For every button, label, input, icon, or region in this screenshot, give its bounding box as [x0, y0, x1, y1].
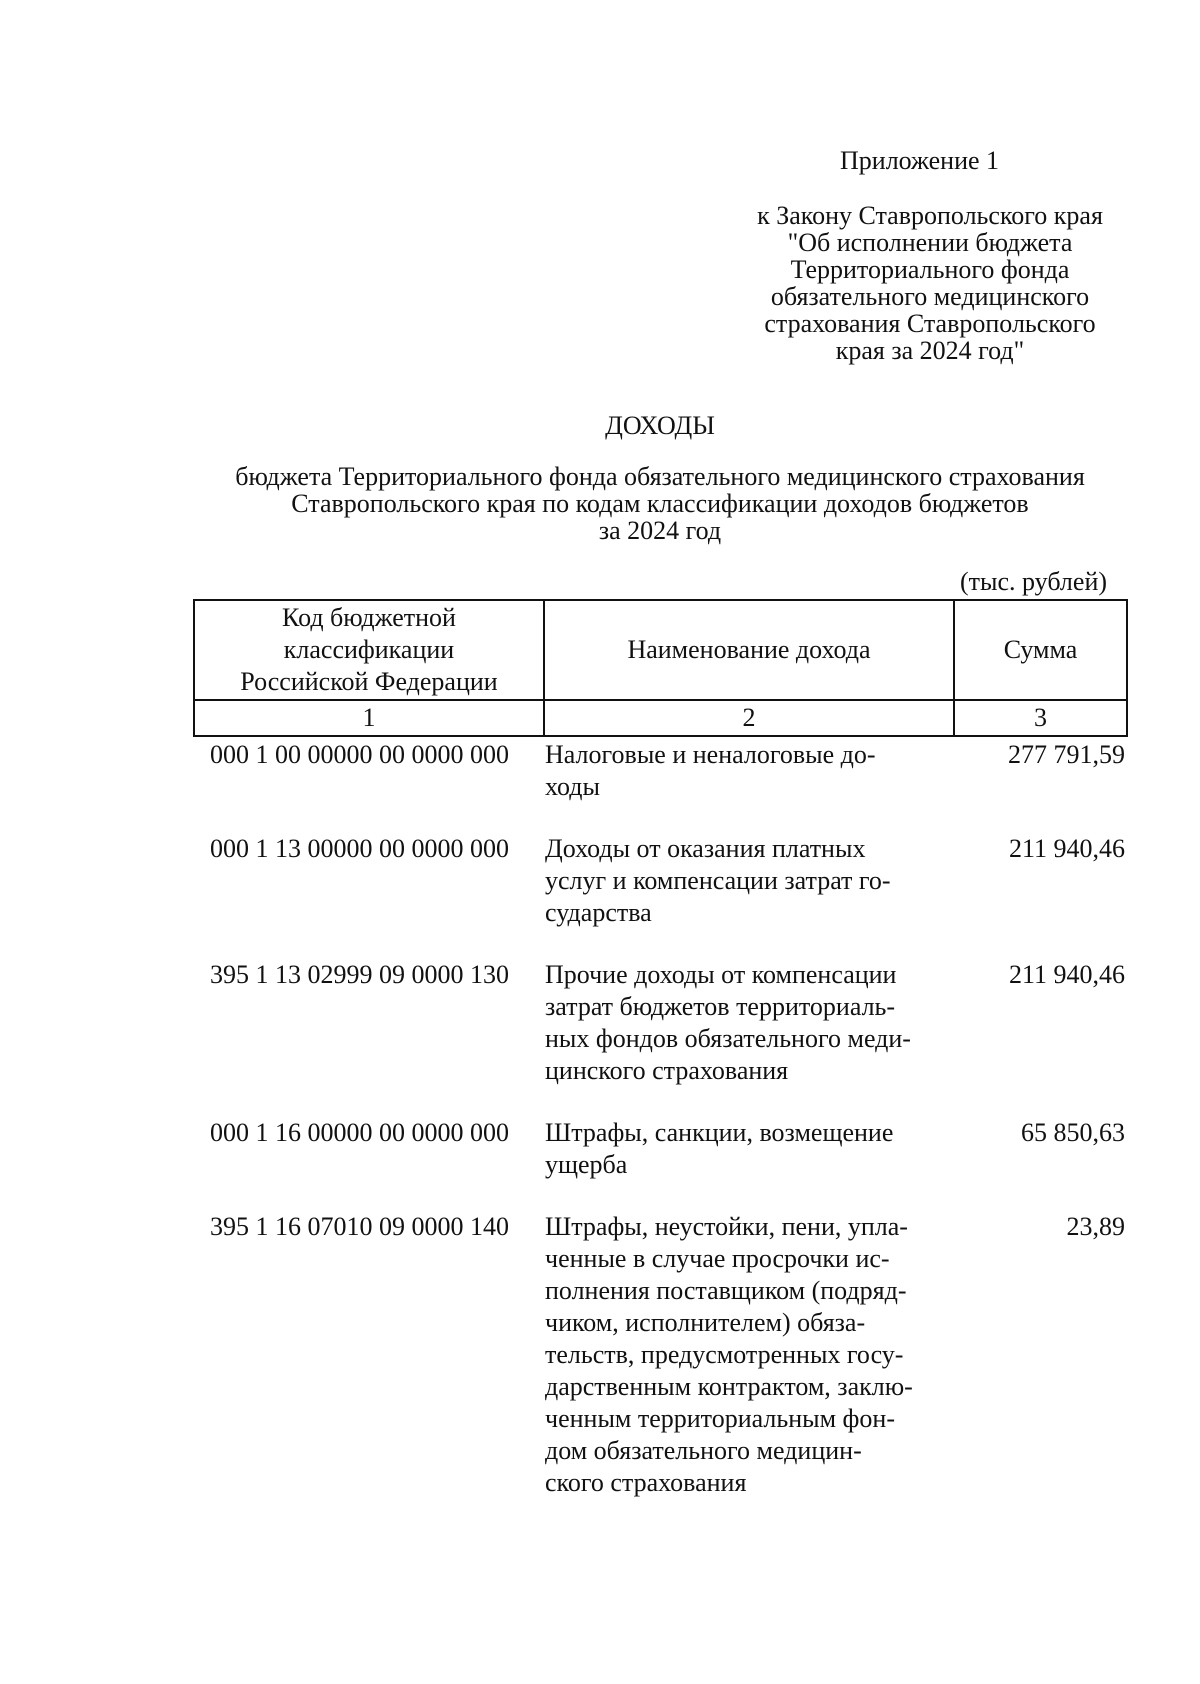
- income-name: [544, 1209, 954, 1499]
- appendix-law-line: Территориального фонда: [790, 255, 1070, 284]
- income-name-line: услуг и компенсации затрат го-: [545, 866, 891, 895]
- income-name: [544, 957, 954, 1087]
- income-name-line: ченные в случае просрочки ис-: [545, 1244, 890, 1273]
- income-name-line: ущерба: [545, 1150, 628, 1179]
- income-name-line: Прочие доходы от компенсации: [545, 960, 897, 989]
- income-name-line: ского страхования: [545, 1468, 747, 1497]
- table-row: [194, 831, 1127, 929]
- units-label: (тыс. рублей): [960, 567, 1108, 596]
- row-spacer: [194, 929, 1127, 957]
- row-spacer: [194, 803, 1127, 831]
- income-code: 000 1 16 00000 00 0000 000: [210, 1118, 509, 1147]
- income-table: [193, 599, 1128, 1499]
- row-spacer-cell: [194, 1181, 1127, 1209]
- appendix-law-line: края за 2024 год": [835, 336, 1025, 365]
- income-name-line: ных фондов обязательного меди-: [545, 1024, 911, 1053]
- income-name-line: дом обязательного медицин-: [545, 1436, 862, 1465]
- income-sum: 23,89: [1066, 1212, 1125, 1241]
- column-number: 1: [194, 700, 544, 736]
- row-spacer-cell: [194, 929, 1127, 957]
- appendix-law-line: страхования Ставропольского: [764, 309, 1096, 338]
- table-body: [194, 736, 1127, 1499]
- income-name-line: тельств, предусмотренных госу-: [545, 1340, 904, 1369]
- income-name-line: Доходы от оказания платных: [545, 834, 866, 863]
- income-code: 395 1 13 02999 09 0000 130: [210, 960, 509, 989]
- income-sum: 211 940,46: [1008, 960, 1125, 989]
- income-name-line: ходы: [545, 772, 600, 801]
- income-sum: 211 940,46: [1008, 834, 1125, 863]
- row-spacer: [194, 1087, 1127, 1115]
- income-name-line: цинского страхования: [545, 1056, 789, 1085]
- income-name-line: Штрафы, санкции, возмещение: [545, 1118, 894, 1147]
- income-code: 000 1 13 00000 00 0000 000: [210, 834, 509, 863]
- income-code: 395 1 16 07010 09 0000 140: [210, 1212, 509, 1241]
- income-name-line: затрат бюджетов территориаль-: [545, 992, 896, 1021]
- column-number: 3: [954, 700, 1127, 736]
- header-code-line: Российской Федерации: [240, 667, 498, 696]
- document-title: ДОХОДЫ: [605, 411, 715, 440]
- income-name-line: полнения поставщиком (подряд-: [545, 1276, 907, 1305]
- subtitle-line: Ставропольского края по кодам классификации доходов бюджетов: [291, 489, 1029, 518]
- income-name-line: дарственным контрактом, заклю-: [545, 1372, 913, 1401]
- header-name: Наименование дохода: [544, 600, 954, 700]
- subtitle-line: за 2024 год: [598, 516, 722, 545]
- column-number: 2: [544, 700, 954, 736]
- income-name: [544, 736, 954, 803]
- appendix-law-line: "Об исполнении бюджета: [787, 228, 1073, 257]
- row-spacer-cell: [194, 803, 1127, 831]
- row-spacer: [194, 1181, 1127, 1209]
- income-code: 000 1 00 00000 00 0000 000: [210, 740, 509, 769]
- table-row: [194, 1209, 1127, 1499]
- header-code-line: классификации: [283, 635, 455, 664]
- row-spacer-cell: [194, 1087, 1127, 1115]
- subtitle-line: бюджета Территориального фонда обязательного медицинского страхования: [235, 462, 1085, 491]
- income-sum: 277 791,59: [1008, 740, 1125, 769]
- document-subtitle: [195, 463, 1125, 544]
- table-row: [194, 1115, 1127, 1181]
- table-header-row: [194, 600, 1127, 700]
- income-name-line: сударства: [545, 898, 652, 927]
- appendix-law-reference: [735, 202, 1125, 364]
- table-row: [194, 957, 1127, 1087]
- appendix-title: Приложение 1: [840, 146, 1000, 175]
- income-name-line: Налоговые и неналоговые до-: [545, 740, 876, 769]
- appendix-law-line: обязательного медицинского: [770, 282, 1090, 311]
- header-code-line: Код бюджетной: [282, 603, 456, 632]
- income-name-line: чиком, исполнителем) обяза-: [545, 1308, 866, 1337]
- income-sum: 65 850,63: [1021, 1118, 1125, 1147]
- header-code: [194, 600, 544, 700]
- header-sum: Сумма: [954, 600, 1127, 700]
- appendix-law-line: к Закону Ставропольского края: [757, 201, 1103, 230]
- income-name-line: ченным территориальным фон-: [545, 1404, 895, 1433]
- income-name: [544, 1115, 954, 1181]
- income-name: [544, 831, 954, 929]
- column-number-row: [194, 700, 1127, 736]
- table-row: [194, 736, 1127, 803]
- income-name-line: Штрафы, неустойки, пени, упла-: [545, 1212, 908, 1241]
